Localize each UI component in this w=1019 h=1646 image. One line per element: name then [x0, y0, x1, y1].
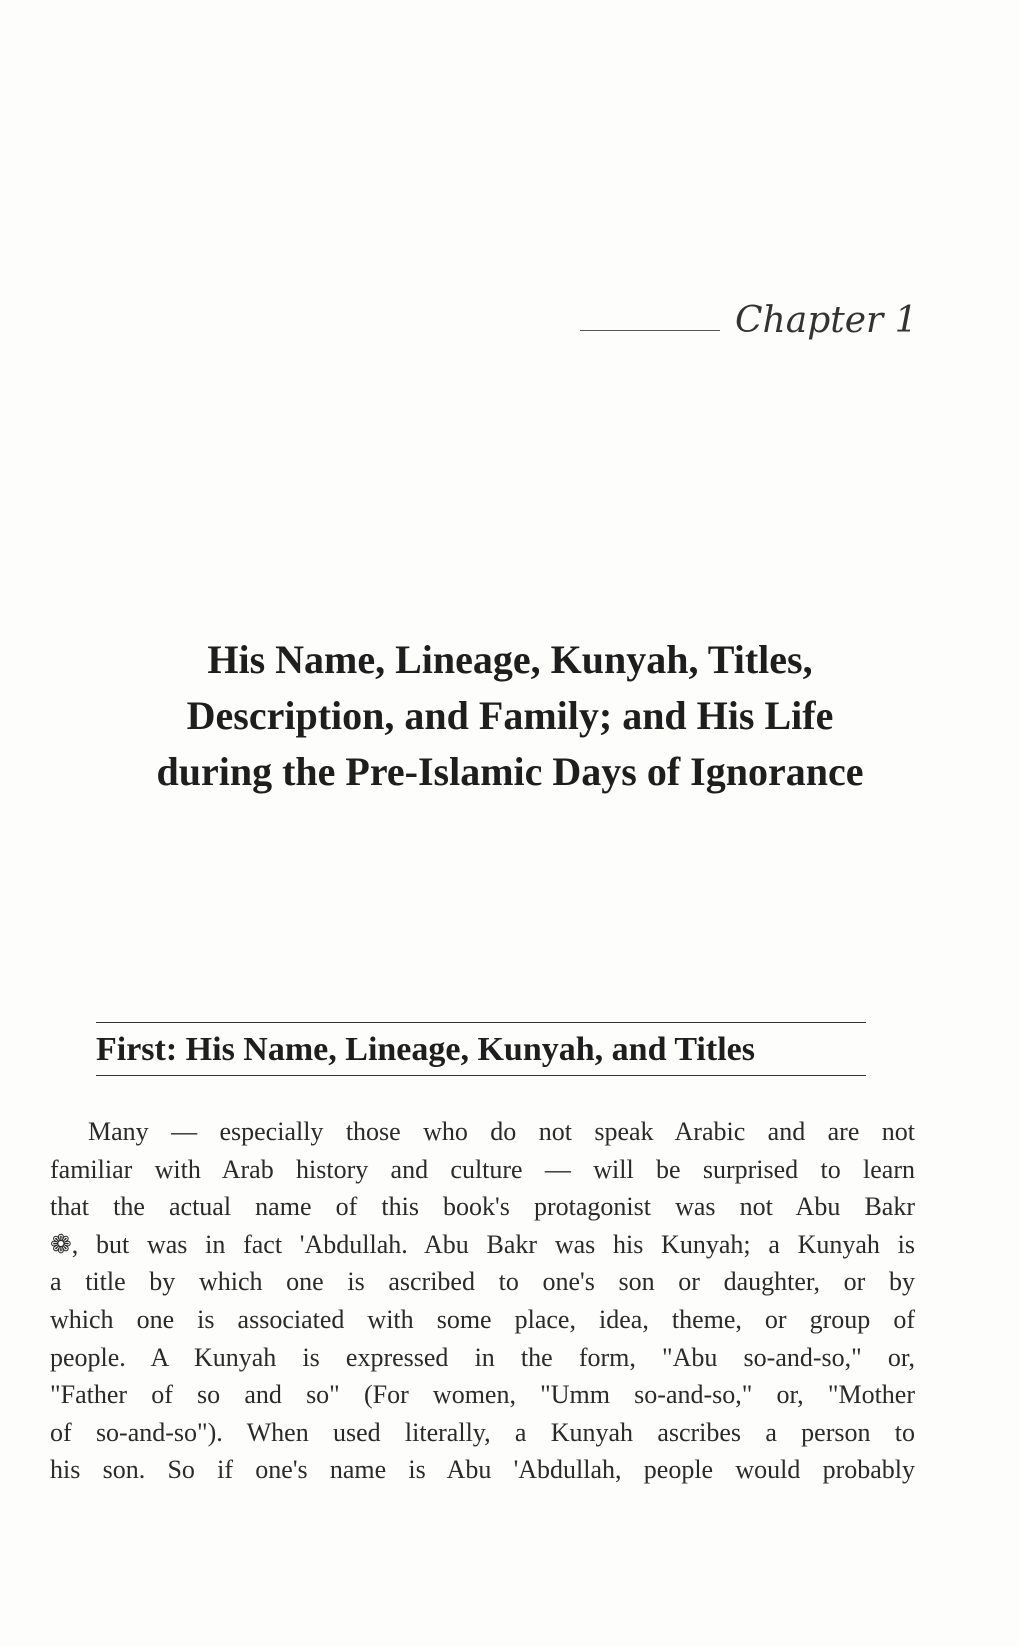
- body-paragraph: [50, 1113, 915, 1489]
- chapter-header: [580, 300, 918, 360]
- body-line: that the actual name of this book's protagonist was not Abu Bakr: [50, 1192, 915, 1222]
- chapter-label: Chapter 1: [735, 300, 918, 341]
- body-line: a title by which one is ascribed to one's son or daughter, or by: [50, 1267, 915, 1297]
- chapter-title-line: His Name, Lineage, Kunyah, Titles,: [207, 637, 813, 682]
- body-line: which one is associated with some place, idea, theme, or group of: [50, 1304, 915, 1334]
- body-line: Many — especially those who do not speak Arabic and are not: [88, 1117, 915, 1146]
- body-line: people. A Kunyah is expressed in the form, "Abu so-and-so," or,: [50, 1342, 915, 1372]
- chapter-title: [40, 632, 980, 800]
- body-line: "Father of so and so" (For women, "Umm so-and-so," or, "Mother: [50, 1380, 915, 1410]
- body-line: ❁, but was in fact 'Abdullah. Abu Bakr was his Kunyah; a Kunyah is: [50, 1229, 915, 1259]
- body-line: his son. So if one's name is Abu 'Abdullah, people would probably: [50, 1455, 915, 1485]
- body-line: familiar with Arab history and culture — will be surprised to learn: [50, 1154, 915, 1184]
- body-line: of so-and-so"). When used literally, a Kunyah ascribes a person to: [50, 1417, 915, 1447]
- section-heading: First: His Name, Lineage, Kunyah, and Titles: [96, 1022, 866, 1076]
- chapter-title-line: Description, and Family; and His Life: [186, 693, 834, 738]
- chapter-title-line: during the Pre-Islamic Days of Ignorance: [156, 749, 864, 794]
- chapter-rule: [580, 330, 720, 331]
